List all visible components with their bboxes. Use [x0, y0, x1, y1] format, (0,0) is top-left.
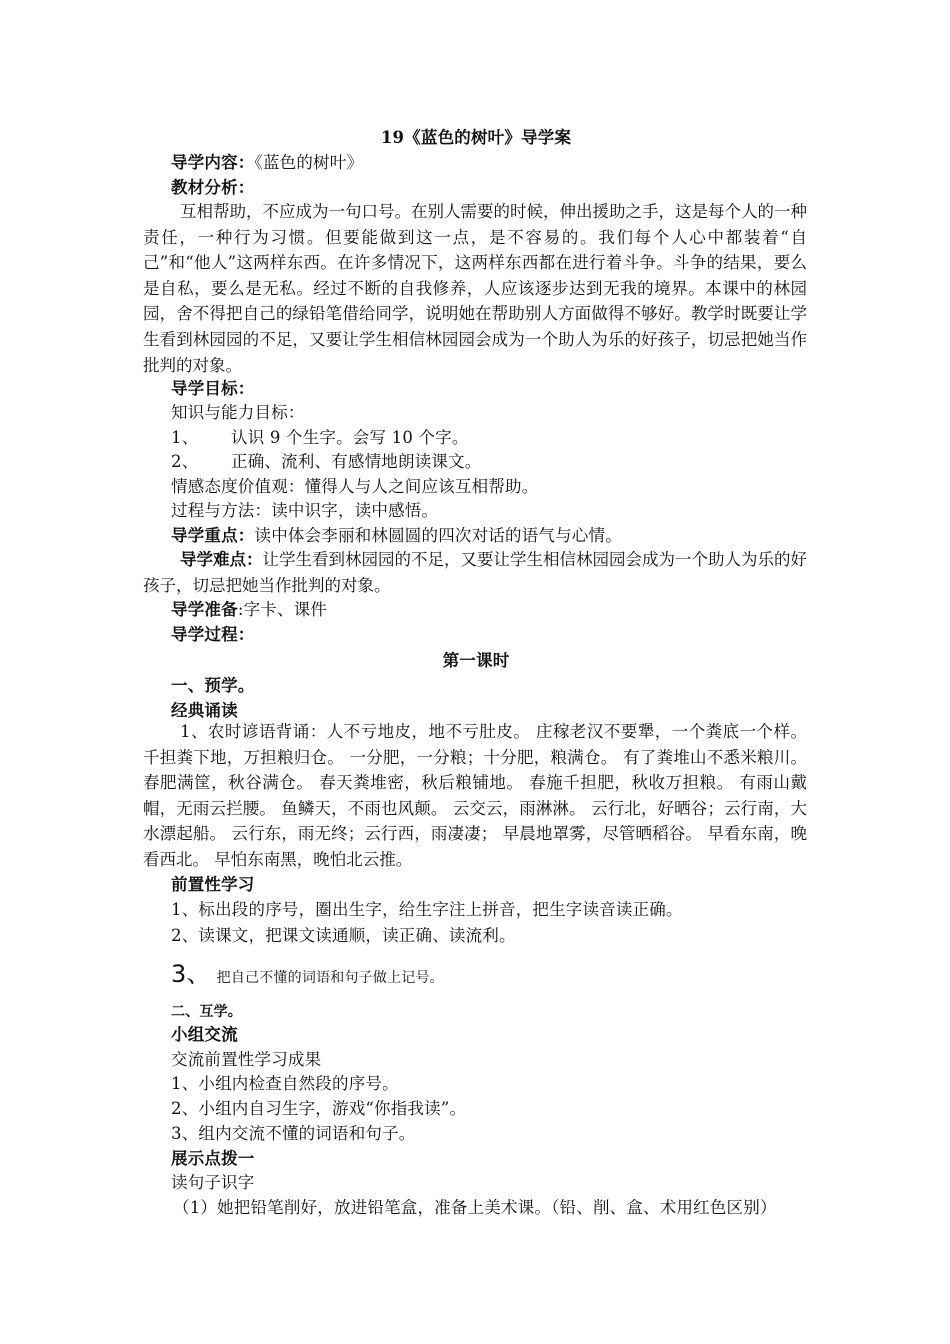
goal-item-1-text: 认识 9 个生字。会写 10 个字。 [231, 428, 469, 447]
group-label: 小组交流 [171, 1025, 238, 1044]
difficulty-label: 导学难点： [180, 550, 263, 569]
section-preview: 一、预学。 [171, 676, 255, 695]
prep-row [171, 599, 811, 621]
difficulty-text: 让学生看到林园园的不足，又要让学生相信林园园会成为一个助人为乐的好孩子，切忌把她当作批判的对象。 [143, 550, 807, 595]
pre-study-item-2: 2、读课文，把课文读通顺，读正确、读流利。 [171, 926, 516, 945]
prep-label: 导学准备 [171, 600, 238, 619]
process-label: 导学过程： [171, 625, 255, 644]
prep-text: :字卡、课件 [237, 600, 328, 619]
show-item-1: （1）她把铅笔削好，放进铅笔盒，准备上美术课。（铅、削、盒、术用红色区别） [173, 1198, 777, 1217]
key-row [171, 525, 811, 547]
goal-item-2 [171, 451, 811, 473]
document-title: 19《蓝色的树叶》导学案 [380, 128, 572, 147]
goal-emotion: 情感态度价值观：懂得人与人之间应该互相帮助。 [171, 477, 539, 496]
content-label: 导学内容： [171, 153, 255, 172]
classic-label: 经典诵读 [171, 701, 238, 720]
goal-item-2-number: 2、 [171, 452, 199, 471]
group-intro: 交流前置性学习成果 [171, 1050, 322, 1069]
pre-study-label: 前置性学习 [171, 875, 255, 894]
pre-study-item-3-number: 3、 [171, 960, 211, 988]
lesson-title: 第一课时 [442, 651, 510, 670]
content-value: 《蓝色的树叶》 [254, 153, 364, 172]
pre-study-item-1: 1、标出段的序号，圈出生字，给生字注上拼音，把生字读音读正确。 [171, 900, 683, 919]
analysis-paragraph: 互相帮助，不应成为一句口号。在别人需要的时候，伸出援助之手，这是每个人的一种责任，一种行为习惯。但要能做到这一点，是不容易的。我们每个人心中都装着“自己”和“他人”这两样东西。在许多情况下，这两样东西都在进行着斗争。斗争的结果，要么是自私，要么是无私。经过不断的自我修养，人应该逐步达到无我的境界。本课中的林园园，舍不得把自己的绿铅笔借给同学，说明她在帮助别人方面做得不够好。教学时既要让学生看到林园园的不足，又要让学生相信林园园会成为一个助人为乐的好孩子，切忌把她当作批判的对象。 [143, 202, 807, 375]
goal-label: 导学目标： [171, 379, 255, 398]
goal-item-1-number: 1、 [171, 428, 199, 447]
section-mutual: 二、互学。 [171, 1004, 242, 1020]
group-item-1: 1、小组内检查自然段的序号。 [171, 1074, 399, 1093]
group-item-2: 2、小组内自习生字，游戏“你指我读”。 [171, 1099, 467, 1118]
goal-item-1 [171, 427, 811, 449]
pre-study-item-3-text: 把自己不懂的词语和句子做上记号。 [216, 970, 444, 986]
difficulty-paragraph [143, 547, 807, 598]
key-text: 读中体会李丽和林圆圆的四次对话的语气与心情。 [254, 526, 622, 545]
goal-knowledge: 知识与能力目标： [171, 403, 305, 422]
content-row [171, 152, 811, 174]
group-item-3: 3、组内交流不懂的词语和句子。 [171, 1124, 416, 1143]
classic-paragraph: 1、农时谚语背诵：人不亏地皮，地不亏肚皮。 庄稼老汉不要犟，一个粪底一个样。 千担粪下地，万担粮归仓。 一分肥，一分粮；十分肥，粮满仓。 有了粪堆山不悉米粮川。 春肥满筐，秋谷满仓。 春天粪堆密，秋后粮铺地。 春施千担肥，秋收万担粮。 有雨山戴帽，无雨云拦腰。 鱼鳞天，不雨也风颠。 云交云，雨淋淋。 云行北，好晒谷；云行南，大水漂起船。 云行东，雨无终；云行西，雨凄凄； 早晨地罩雾，尽管晒稻谷。 早看东南，晚看西北。 早怕东南黑，晚怕北云推。 [143, 722, 807, 869]
analysis-label: 教材分析： [171, 178, 255, 197]
goal-item-2-text: 正确、流利、有感情地朗读课文。 [231, 452, 482, 471]
pre-study-item-3 [171, 959, 811, 993]
show-intro: 读句子识字 [171, 1173, 255, 1192]
key-label: 导学重点： [171, 526, 255, 545]
goal-method: 过程与方法：读中识字，读中感悟。 [171, 501, 439, 520]
show-label: 展示点拨一 [171, 1149, 255, 1168]
